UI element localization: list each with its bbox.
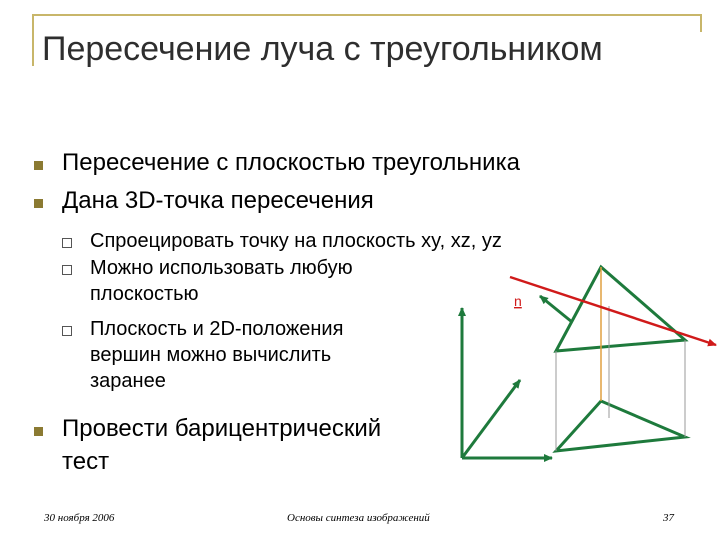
sub-bullet-text: плоскостью [90,283,199,305]
sub-bullet-text: вершин можно вычислить [90,344,332,366]
sub-bullet-text: Можно использовать любую [90,257,353,279]
sub-bullet-text: Плоскость и 2D-положения [90,318,344,340]
bullet-text: тест [62,448,110,475]
slide-title: Пересечение луча с треугольником [42,30,603,68]
normal-label: n [514,293,522,309]
bullet-text: Пересечение с плоскостью треугольника [62,149,520,176]
triangle-3d [556,267,685,351]
bullet-text: Дана 3D-точка пересечения [62,187,374,214]
sub-bullet-text: заранее [90,370,166,392]
sub-bullet-text: Спроецировать точку на плоскость xy, xz, yz [90,230,502,252]
coordinate-axes [462,308,552,458]
ray-arrow [510,277,716,345]
triangle-projected [556,401,685,451]
normal-vector [540,296,572,322]
bullet-text: Провести барицентрический [62,415,382,442]
footer-course: Основы синтеза изображений [287,512,430,524]
footer-date: 30 ноября 2006 [44,512,115,524]
footer-page-number: 37 [663,512,674,524]
projection-lines [556,340,685,451]
